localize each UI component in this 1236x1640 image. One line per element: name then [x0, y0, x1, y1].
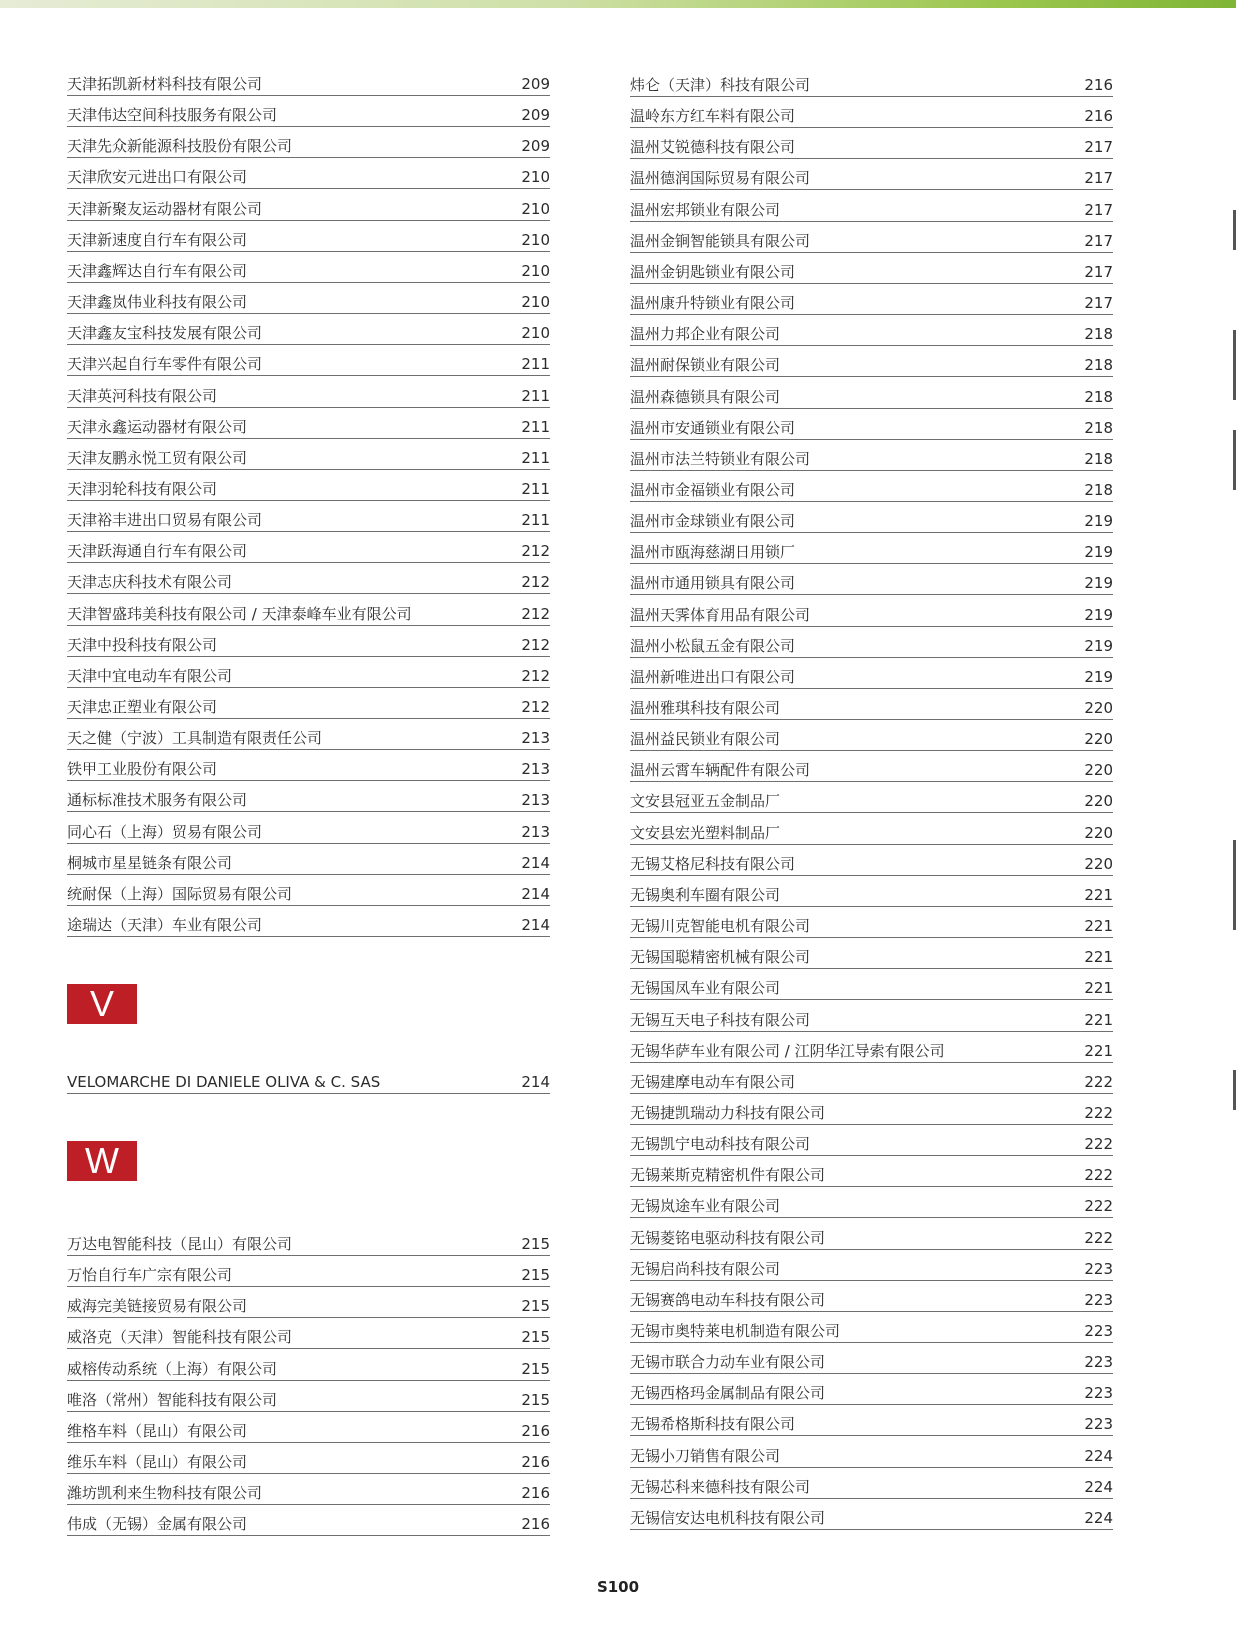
index-entry	[67, 447, 550, 470]
page-reference: 209	[521, 137, 550, 155]
index-entry	[630, 479, 1113, 502]
index-entry	[630, 1351, 1113, 1374]
index-entry	[630, 1227, 1113, 1250]
page-reference: 220	[1084, 761, 1113, 779]
page-reference: 222	[1084, 1104, 1113, 1122]
index-entry	[630, 448, 1113, 471]
index-entry	[67, 166, 550, 189]
index-entry	[630, 167, 1113, 190]
company-name: 温州金锏智能锁具有限公司	[630, 232, 811, 250]
page-reference: 223	[1084, 1384, 1113, 1402]
company-name: 温州耐保锁业有限公司	[630, 356, 781, 374]
company-name: 万达电智能科技（昆山）有限公司	[67, 1235, 293, 1253]
company-name: 无锡希格斯科技有限公司	[630, 1415, 796, 1433]
company-name: 天津羽轮科技有限公司	[67, 480, 218, 498]
company-name: 无锡莱斯克精密机件有限公司	[630, 1166, 826, 1184]
index-entry	[67, 1482, 550, 1505]
page-reference: 224	[1084, 1447, 1113, 1465]
page-reference: 218	[1084, 325, 1113, 343]
company-name: 温州宏邦锁业有限公司	[630, 201, 781, 219]
page-reference: 217	[1084, 169, 1113, 187]
index-entry	[630, 853, 1113, 876]
index-entry	[67, 852, 550, 875]
page-reference: 222	[1084, 1166, 1113, 1184]
index-entry	[67, 821, 550, 844]
company-name: 天津英河科技有限公司	[67, 387, 218, 405]
index-entry	[67, 1326, 550, 1349]
index-entry	[67, 789, 550, 812]
company-name: 无锡小刀销售有限公司	[630, 1447, 781, 1465]
company-name: 无锡艾格尼科技有限公司	[630, 855, 796, 873]
index-entry	[67, 1295, 550, 1318]
section-letter-w: W	[67, 1141, 137, 1181]
index-entry	[630, 604, 1113, 627]
index-entry	[630, 261, 1113, 284]
page-reference: 222	[1084, 1073, 1113, 1091]
page-reference: 220	[1084, 792, 1113, 810]
page-reference: 223	[1084, 1353, 1113, 1371]
page-reference: 219	[1084, 668, 1113, 686]
index-entry	[630, 74, 1113, 97]
company-name: 铁甲工业股份有限公司	[67, 760, 218, 778]
page-reference: 210	[521, 168, 550, 186]
company-name: 无锡市联合力动车业有限公司	[630, 1353, 826, 1371]
index-entry	[630, 417, 1113, 440]
page-reference: 219	[1084, 606, 1113, 624]
company-name: 温州云霄车辆配件有限公司	[630, 761, 811, 779]
page-reference: 215	[521, 1297, 550, 1315]
page-reference: 221	[1084, 917, 1113, 935]
company-name: 天津伟达空间科技服务有限公司	[67, 106, 278, 124]
company-name: 威洛克（天津）智能科技有限公司	[67, 1328, 293, 1346]
page-reference: 216	[521, 1484, 550, 1502]
index-entry	[630, 1413, 1113, 1436]
index-entry	[67, 665, 550, 688]
company-name: 无锡菱铭电驱动科技有限公司	[630, 1229, 826, 1247]
page-reference: 209	[521, 75, 550, 93]
company-name: 无锡川克智能电机有限公司	[630, 917, 811, 935]
index-entry	[630, 915, 1113, 938]
index-entry	[67, 696, 550, 719]
page-reference: 216	[1084, 76, 1113, 94]
page-reference: 212	[521, 542, 550, 560]
index-entry	[630, 1507, 1113, 1530]
page-reference: 212	[521, 636, 550, 654]
company-name: VELOMARCHE DI DANIELE OLIVA & C. SAS	[67, 1073, 381, 1091]
company-name: 温州艾锐德科技有限公司	[630, 138, 796, 156]
company-name: 通标标准技术服务有限公司	[67, 791, 248, 809]
index-entry	[630, 884, 1113, 907]
page-reference: 218	[1084, 388, 1113, 406]
company-name: 天津鑫友宝科技发展有限公司	[67, 324, 263, 342]
index-entry	[67, 1420, 550, 1443]
page-reference: 221	[1084, 979, 1113, 997]
page-reference: 212	[521, 698, 550, 716]
page-reference: 223	[1084, 1260, 1113, 1278]
index-entry	[630, 1289, 1113, 1312]
index-entry	[630, 1164, 1113, 1187]
page-reference: 214	[521, 1073, 550, 1091]
company-name: 维格车料（昆山）有限公司	[67, 1422, 248, 1440]
company-name: 途瑞达（天津）车业有限公司	[67, 916, 263, 934]
index-entry	[67, 1071, 550, 1094]
company-name: 天津新速度自行车有限公司	[67, 231, 248, 249]
company-name: 维乐车料（昆山）有限公司	[67, 1453, 248, 1471]
index-entry	[630, 728, 1113, 751]
index-entry	[67, 353, 550, 376]
page-reference: 210	[521, 293, 550, 311]
index-entry	[67, 291, 550, 314]
page-reference: 222	[1084, 1197, 1113, 1215]
company-name: 温州金钥匙锁业有限公司	[630, 263, 796, 281]
company-name: 无锡捷凯瑞动力科技有限公司	[630, 1104, 826, 1122]
index-entry	[630, 386, 1113, 409]
index-entry	[630, 199, 1113, 222]
page-reference: 211	[521, 355, 550, 373]
company-name: 天津跃海通自行车有限公司	[67, 542, 248, 560]
page-reference: 216	[521, 1422, 550, 1440]
page-reference: 223	[1084, 1415, 1113, 1433]
company-name: 无锡国凤车业有限公司	[630, 979, 781, 997]
index-entry	[67, 416, 550, 439]
company-name: 无锡信安达电机科技有限公司	[630, 1509, 826, 1527]
page-reference: 221	[1084, 886, 1113, 904]
index-entry	[630, 105, 1113, 128]
company-name: 无锡华萨车业有限公司 / 江阴华江导索有限公司	[630, 1042, 945, 1060]
index-entry	[630, 323, 1113, 346]
page-reference: 217	[1084, 201, 1113, 219]
page-reference: 218	[1084, 356, 1113, 374]
page-reference: 214	[521, 885, 550, 903]
index-entry	[630, 635, 1113, 658]
index-entry	[630, 1133, 1113, 1156]
index-entry	[630, 354, 1113, 377]
index-entry	[630, 136, 1113, 159]
page-reference: 209	[521, 106, 550, 124]
index-entry	[67, 1264, 550, 1287]
company-name: 温州力邦企业有限公司	[630, 325, 781, 343]
index-entry	[630, 697, 1113, 720]
company-name: 文安县冠亚五金制品厂	[630, 792, 781, 810]
page-reference: 211	[521, 480, 550, 498]
page-reference: 217	[1084, 138, 1113, 156]
page-reference: 215	[521, 1360, 550, 1378]
page-reference: 217	[1084, 232, 1113, 250]
company-name: 温州德润国际贸易有限公司	[630, 169, 811, 187]
index-entry	[67, 1389, 550, 1412]
company-name: 潍坊凯利来生物科技有限公司	[67, 1484, 263, 1502]
index-entry	[630, 666, 1113, 689]
company-name: 天津志庆科技术有限公司	[67, 573, 233, 591]
page-reference: 219	[1084, 574, 1113, 592]
index-entry	[67, 260, 550, 283]
company-name: 无锡奥利车圈有限公司	[630, 886, 781, 904]
company-name: 温州市安通锁业有限公司	[630, 419, 796, 437]
page-reference: 210	[521, 324, 550, 342]
index-entry	[67, 758, 550, 781]
company-name: 无锡国聪精密机械有限公司	[630, 948, 811, 966]
index-entry	[67, 1358, 550, 1381]
page-reference: 215	[521, 1328, 550, 1346]
index-entry	[630, 1445, 1113, 1468]
index-entry	[67, 509, 550, 532]
page-reference: 210	[521, 262, 550, 280]
index-entry	[67, 603, 550, 626]
company-name: 无锡启尚科技有限公司	[630, 1260, 781, 1278]
page-reference: 211	[521, 449, 550, 467]
company-name: 万怡自行车广宗有限公司	[67, 1266, 233, 1284]
index-entry	[67, 385, 550, 408]
index-entry	[67, 198, 550, 221]
company-name: 温州市法兰特锁业有限公司	[630, 450, 811, 468]
page-reference: 213	[521, 791, 550, 809]
page-reference: 216	[1084, 107, 1113, 125]
page-reference: 220	[1084, 824, 1113, 842]
page-reference: 212	[521, 573, 550, 591]
company-name: 天津智盛玮美科技有限公司 / 天津泰峰车业有限公司	[67, 605, 412, 623]
company-name: 天津先众新能源科技股份有限公司	[67, 137, 293, 155]
page-reference: 217	[1084, 294, 1113, 312]
company-name: 无锡市奥特莱电机制造有限公司	[630, 1322, 841, 1340]
page-reference: 223	[1084, 1322, 1113, 1340]
page-reference: 216	[521, 1515, 550, 1533]
index-entry	[67, 883, 550, 906]
page-number: S100	[596, 1578, 640, 1596]
index-entry	[630, 1009, 1113, 1032]
index-entry	[630, 1102, 1113, 1125]
page-reference: 221	[1084, 1042, 1113, 1060]
index-entry	[630, 1320, 1113, 1343]
company-name: 炜仑（天津）科技有限公司	[630, 76, 811, 94]
company-name: 天津永鑫运动器材有限公司	[67, 418, 248, 436]
company-name: 天津鑫辉达自行车有限公司	[67, 262, 248, 280]
company-name: 文安县宏光塑料制品厂	[630, 824, 781, 842]
page-reference: 219	[1084, 512, 1113, 530]
company-name: 无锡岚途车业有限公司	[630, 1197, 781, 1215]
company-name: 天津友鹏永悦工贸有限公司	[67, 449, 248, 467]
page-reference: 220	[1084, 699, 1113, 717]
index-entry	[67, 478, 550, 501]
page-reference: 211	[521, 418, 550, 436]
company-name: 温州康升特锁业有限公司	[630, 294, 796, 312]
page-reference: 221	[1084, 948, 1113, 966]
company-name: 威榕传动系统（上海）有限公司	[67, 1360, 278, 1378]
index-entry	[67, 322, 550, 345]
page-reference: 214	[521, 854, 550, 872]
page-reference: 220	[1084, 730, 1113, 748]
company-name: 温州新唯进出口有限公司	[630, 668, 796, 686]
page-reference: 214	[521, 916, 550, 934]
index-entry	[630, 510, 1113, 533]
company-name: 无锡芯科来德科技有限公司	[630, 1478, 811, 1496]
page-reference: 224	[1084, 1478, 1113, 1496]
index-entry	[630, 977, 1113, 1000]
page-reference: 215	[521, 1235, 550, 1253]
page-reference: 219	[1084, 543, 1113, 561]
index-entry	[630, 822, 1113, 845]
page-reference: 213	[521, 729, 550, 747]
index-entry	[630, 1382, 1113, 1405]
index-entry	[630, 230, 1113, 253]
company-name: 威海完美链接贸易有限公司	[67, 1297, 248, 1315]
company-name: 温州市金福锁业有限公司	[630, 481, 796, 499]
company-name: 无锡凯宁电动科技有限公司	[630, 1135, 811, 1153]
company-name: 温岭东方红车料有限公司	[630, 107, 796, 125]
page-reference: 220	[1084, 855, 1113, 873]
index-entry	[630, 572, 1113, 595]
company-name: 温州市瓯海慈湖日用锁厂	[630, 543, 796, 561]
index-entry	[630, 759, 1113, 782]
company-name: 无锡西格玛金属制品有限公司	[630, 1384, 826, 1402]
page-reference: 210	[521, 200, 550, 218]
company-name: 唯洛（常州）智能科技有限公司	[67, 1391, 278, 1409]
index-entry	[630, 1476, 1113, 1499]
company-name: 天津中投科技有限公司	[67, 636, 218, 654]
company-name: 天津欣安元进出口有限公司	[67, 168, 248, 186]
company-name: 温州益民锁业有限公司	[630, 730, 781, 748]
company-name: 天津中宜电动车有限公司	[67, 667, 233, 685]
index-entry	[67, 571, 550, 594]
section-letter-v: V	[67, 984, 137, 1024]
page-reference: 219	[1084, 637, 1113, 655]
page-reference: 223	[1084, 1291, 1113, 1309]
company-name: 温州天霁体育用品有限公司	[630, 606, 811, 624]
index-entry	[67, 914, 550, 937]
page-reference: 218	[1084, 450, 1113, 468]
page-reference: 211	[521, 387, 550, 405]
company-name: 无锡赛鸽电动车科技有限公司	[630, 1291, 826, 1309]
index-entry	[67, 73, 550, 96]
company-name: 天津兴起自行车零件有限公司	[67, 355, 263, 373]
page-reference: 221	[1084, 1011, 1113, 1029]
page-reference: 222	[1084, 1229, 1113, 1247]
company-name: 无锡互天电子科技有限公司	[630, 1011, 811, 1029]
company-name: 无锡建摩电动车有限公司	[630, 1073, 796, 1091]
top-accent-bar	[0, 0, 1236, 8]
index-entry	[630, 1195, 1113, 1218]
page-reference: 215	[521, 1391, 550, 1409]
company-name: 温州市金球锁业有限公司	[630, 512, 796, 530]
index-entry	[630, 1071, 1113, 1094]
page-reference: 213	[521, 760, 550, 778]
index-entry	[630, 541, 1113, 564]
index-entry	[630, 946, 1113, 969]
company-name: 温州市通用锁具有限公司	[630, 574, 796, 592]
company-name: 统耐保（上海）国际贸易有限公司	[67, 885, 293, 903]
index-entry	[67, 1513, 550, 1536]
company-name: 伟成（无锡）金属有限公司	[67, 1515, 248, 1533]
index-entry	[67, 1233, 550, 1256]
index-entry	[630, 292, 1113, 315]
company-name: 同心石（上海）贸易有限公司	[67, 823, 263, 841]
index-entry	[67, 634, 550, 657]
index-entry	[67, 104, 550, 127]
index-entry	[630, 1258, 1113, 1281]
page-reference: 212	[521, 667, 550, 685]
page-reference: 217	[1084, 263, 1113, 281]
index-entry	[67, 540, 550, 563]
index-entry	[67, 727, 550, 750]
page-reference: 222	[1084, 1135, 1113, 1153]
company-name: 天津裕丰进出口贸易有限公司	[67, 511, 263, 529]
index-entry	[630, 1040, 1113, 1063]
page-reference: 211	[521, 511, 550, 529]
company-name: 温州雅琪科技有限公司	[630, 699, 781, 717]
index-entry	[67, 1451, 550, 1474]
company-name: 天津拓凯新材料科技有限公司	[67, 75, 263, 93]
page-reference: 210	[521, 231, 550, 249]
page-reference: 218	[1084, 419, 1113, 437]
company-name: 天津忠正塑业有限公司	[67, 698, 218, 716]
page-reference: 218	[1084, 481, 1113, 499]
company-name: 天津鑫岚伟业科技有限公司	[67, 293, 248, 311]
page-reference: 216	[521, 1453, 550, 1471]
index-entry	[67, 135, 550, 158]
company-name: 天之健（宁波）工具制造有限责任公司	[67, 729, 323, 747]
index-entry	[630, 790, 1113, 813]
page-reference: 212	[521, 605, 550, 623]
company-name: 温州小松鼠五金有限公司	[630, 637, 796, 655]
company-name: 桐城市星星链条有限公司	[67, 854, 233, 872]
company-name: 天津新聚友运动器材有限公司	[67, 200, 263, 218]
page-reference: 213	[521, 823, 550, 841]
index-entry	[67, 229, 550, 252]
company-name: 温州森德锁具有限公司	[630, 388, 781, 406]
page-reference: 224	[1084, 1509, 1113, 1527]
page-reference: 215	[521, 1266, 550, 1284]
